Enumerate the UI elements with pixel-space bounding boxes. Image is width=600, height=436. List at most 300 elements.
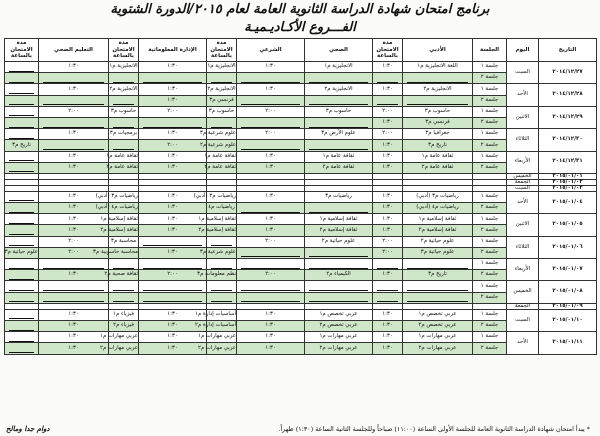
dash-line xyxy=(9,318,34,319)
cell-subject: رياضيات م٣ (أدبي) xyxy=(207,191,237,202)
cell-empty-dash xyxy=(305,292,373,303)
dash-line xyxy=(241,104,300,105)
cell-empty-dash xyxy=(207,281,237,292)
cell-duration: ١:٣٠ xyxy=(237,343,305,354)
cell-empty-dash xyxy=(5,320,39,331)
table-row xyxy=(5,191,597,202)
cell-subject: علوم حياتية م٣ xyxy=(5,247,39,258)
dash-line xyxy=(407,290,468,291)
schedule-table xyxy=(4,38,597,355)
dash-line xyxy=(9,330,34,331)
cell-subject: رياضيات م٤ (أدبي) xyxy=(109,203,139,214)
dash-line xyxy=(9,279,34,280)
cell-empty-dash xyxy=(373,292,403,303)
dash-line xyxy=(407,301,468,302)
dash-line xyxy=(377,290,398,291)
cell-duration: ١:٣٠ xyxy=(139,225,207,236)
header-date: التاريخ xyxy=(539,39,597,62)
cell-empty-dash xyxy=(109,95,139,106)
cell-empty-dash xyxy=(5,292,39,303)
cell-duration: ١:٣٠ xyxy=(139,247,207,258)
dash-line xyxy=(377,301,398,302)
row-date: ٢٠١٥/٠١/٠١ xyxy=(539,173,597,179)
cell-empty-dash xyxy=(237,117,305,128)
row-session: جلسة ١ xyxy=(473,84,507,95)
cell-empty-dash xyxy=(373,95,403,106)
dash-line xyxy=(241,212,300,213)
cell-duration: ١:٣٠ xyxy=(39,203,109,214)
dash-line xyxy=(211,127,232,128)
row-date: ٢٠١٥/٠١/١٠ xyxy=(539,309,597,331)
cell-empty-dash xyxy=(237,203,305,214)
row-session: جلسة ١ xyxy=(473,62,507,73)
row-date: ٢٠١٥/٠١/٠٧ xyxy=(539,259,597,281)
cell-duration: ١:٣٠ xyxy=(139,214,207,225)
dash-line xyxy=(9,290,34,291)
cell-subject: ثقافة إسلامية م٢ xyxy=(403,225,473,236)
schedule-body xyxy=(5,62,597,355)
cell-duration: ١:٣٠ xyxy=(39,320,109,331)
cell-empty-dash xyxy=(237,292,305,303)
row-session: جلسة ١ xyxy=(473,106,507,117)
cell-subject: عربي مهارات م١ xyxy=(305,332,373,343)
header-session: الجلسة xyxy=(473,39,507,62)
cell-empty-dash xyxy=(5,151,39,162)
dash-line xyxy=(113,127,134,128)
cell-subject: ثقافة عامة م٢ xyxy=(403,162,473,173)
dash-line xyxy=(143,245,202,246)
dash-line xyxy=(9,212,34,213)
cell-empty-dash xyxy=(139,117,207,128)
cell-empty-dash xyxy=(5,84,39,95)
cell-subject: علوم شرعية م٣ xyxy=(207,247,237,258)
table-row xyxy=(5,214,597,225)
dash-line xyxy=(143,127,202,128)
dash-line xyxy=(377,268,398,269)
table-row xyxy=(5,106,597,117)
dash-line xyxy=(309,127,368,128)
cell-duration: ١:٣٠ xyxy=(39,129,109,140)
cell-subject: الانجليزية م١ xyxy=(207,62,237,73)
cell-duration: ١:٣٠ xyxy=(139,162,207,173)
cell-subject: ثقافة عامة م١ xyxy=(403,151,473,162)
cell-empty-dash xyxy=(305,281,373,292)
row-day: الأحد xyxy=(507,191,539,213)
cell-subject: رياضيات م٣ (أدبي) xyxy=(403,191,473,202)
cell-empty-dash xyxy=(373,73,403,84)
dash-line xyxy=(9,71,34,72)
cell-empty-dash xyxy=(5,95,39,106)
dash-line xyxy=(43,268,104,269)
dash-line xyxy=(309,104,368,105)
dash-line xyxy=(113,149,134,150)
cell-empty-dash xyxy=(207,236,237,247)
cell-duration: ١:٣٠ xyxy=(237,84,305,95)
cell-empty-dash xyxy=(403,95,473,106)
dash-line xyxy=(9,352,34,353)
dash-line xyxy=(143,301,202,302)
cell-empty-dash xyxy=(5,343,39,354)
table-row xyxy=(5,281,597,292)
cell-subject: الانجليزية م٢ xyxy=(109,84,139,95)
cell-duration: ١:٣٠ xyxy=(237,151,305,162)
dash-line xyxy=(143,290,202,291)
table-row xyxy=(5,236,597,247)
cell-empty-dash xyxy=(139,73,207,84)
row-day: الاثنين xyxy=(507,214,539,236)
cell-duration: ١:٣٠ xyxy=(139,309,207,320)
cell-duration: ١:٣٠ xyxy=(139,343,207,354)
cell-empty-dash xyxy=(403,292,473,303)
cell-empty-dash xyxy=(39,140,109,151)
dash-line xyxy=(9,268,34,269)
cell-duration: ١:٣٠ xyxy=(373,203,403,214)
table-row xyxy=(5,84,597,95)
header-duration: مدة الامتحان بالساعة xyxy=(5,39,39,62)
cell-empty-dash xyxy=(403,259,473,270)
cell-duration: ١:٣٠ xyxy=(39,343,109,354)
cell-empty-dash xyxy=(109,292,139,303)
dash-line xyxy=(113,301,134,302)
cell-subject: عربي تخصص م١ xyxy=(403,309,473,320)
cell-duration: ١:٣٠ xyxy=(39,62,109,73)
dash-line xyxy=(309,301,368,302)
cell-duration: ٢:٠٠ xyxy=(373,129,403,140)
dash-line xyxy=(9,223,34,224)
row-session: جلسة ٢ xyxy=(473,162,507,173)
cell-duration: ١:٣٠ xyxy=(373,320,403,331)
cell-duration: ٢:٠٠ xyxy=(139,106,207,117)
cell-empty-dash xyxy=(5,73,39,84)
row-session: جلسة ٢ xyxy=(473,117,507,128)
row-day: الجمعة xyxy=(507,179,539,185)
dash-line xyxy=(241,127,300,128)
row-date: ٢٠١٥/٠١/٠٥ xyxy=(539,214,597,236)
row-day: الأربعاء xyxy=(507,151,539,173)
row-date: ٢٠١٥/٠١/٠٤ xyxy=(539,191,597,213)
row-session: جلسة ٢ xyxy=(473,140,507,151)
dash-line xyxy=(407,104,468,105)
cell-duration: ٢:٠٠ xyxy=(373,106,403,117)
dash-line xyxy=(241,290,300,291)
dash-line xyxy=(309,82,368,83)
cell-empty-dash xyxy=(5,191,39,202)
dash-line xyxy=(407,82,468,83)
dash-line xyxy=(9,82,34,83)
header-health: الصحي xyxy=(305,39,373,62)
dash-line xyxy=(9,127,34,128)
table-row xyxy=(5,129,597,140)
cell-subject: ثقافة عامة م١ xyxy=(207,151,237,162)
cell-duration: ٢:٠٠ xyxy=(373,236,403,247)
dash-line xyxy=(211,301,232,302)
cell-subject: عربي مهارات م٢ xyxy=(305,343,373,354)
header-legal: الشرعي xyxy=(237,39,305,62)
row-date: ٢٠١٥/٠١/٠٨ xyxy=(539,281,597,303)
cell-duration: ١:٣٠ xyxy=(139,129,207,140)
cell-subject: عربي مهارات م٢ xyxy=(403,343,473,354)
dash-line xyxy=(9,234,34,235)
dash-line xyxy=(377,104,398,105)
dash-line xyxy=(9,245,34,246)
cell-empty-dash xyxy=(5,309,39,320)
cell-empty-dash xyxy=(5,62,39,73)
dash-line xyxy=(113,82,134,83)
cell-empty-dash xyxy=(5,106,39,117)
footer-note: * يبدأ امتحان شهادة الدراسة الثانوية العامة للجلسة الأولى الساعة (١١:٠٠) صباحاً وللجلسة الثانية الساعة (١:٣٠) ظهراً. xyxy=(278,425,590,433)
cell-subject: اللغة الانجليزية م١ xyxy=(403,62,473,73)
row-date: ٢٠١٤/١٢/٣٠ xyxy=(539,129,597,151)
dash-line xyxy=(9,171,34,172)
cell-duration: ١:٣٠ xyxy=(39,332,109,343)
cell-duration: ١:٣٠ xyxy=(373,140,403,151)
cell-duration: ١:٣٠ xyxy=(39,84,109,95)
dash-line xyxy=(9,200,34,201)
dash-line xyxy=(241,82,300,83)
row-session: جلسة ٢ xyxy=(473,95,507,106)
dash-line xyxy=(309,212,368,213)
dash-line xyxy=(211,268,232,269)
row-date: ٢٠١٤/١٢/٢٧ xyxy=(539,62,597,84)
cell-duration: ١:٣٠ xyxy=(373,117,403,128)
cell-subject: فيزياء م١ xyxy=(109,309,139,320)
cell-duration: ١:٣٠ xyxy=(39,270,109,281)
header-literary: الأدبي xyxy=(403,39,473,62)
cell-duration: ١:٣٠ xyxy=(139,191,207,202)
table-row xyxy=(5,332,597,343)
row-session: جلسة ٢ xyxy=(473,73,507,84)
cell-empty-dash xyxy=(109,140,139,151)
dash-line xyxy=(43,149,104,150)
row-session: جلسة ١ xyxy=(473,309,507,320)
dash-line xyxy=(241,149,300,150)
header-duration: مدة الامتحان بالساعة xyxy=(373,39,403,62)
cell-duration: ١:٣٠ xyxy=(373,343,403,354)
cell-subject: حاسوب م٣ xyxy=(207,106,237,117)
cell-subject: حاسوب م٣ xyxy=(109,106,139,117)
dash-line xyxy=(9,138,34,139)
cell-subject: رياضيات م٣ xyxy=(305,191,373,202)
cell-subject: ثقافة عامة م٢ xyxy=(109,162,139,173)
cell-duration: ١:٣٠ xyxy=(237,214,305,225)
cell-subject: عربي مهارات م٢ xyxy=(109,343,139,354)
row-session: جلسة ١ xyxy=(473,151,507,162)
cell-empty-dash xyxy=(109,117,139,128)
row-session: جلسة ١ xyxy=(473,332,507,343)
dash-line xyxy=(43,290,104,291)
cell-subject: علوم حياتية م٢ xyxy=(305,236,373,247)
cell-subject: جغرافيا م٣ xyxy=(403,129,473,140)
cell-duration: ٢:٠٠ xyxy=(237,236,305,247)
cell-subject: ثقافة صحية م٢ xyxy=(109,270,139,281)
cell-subject: برمجيات م٣ xyxy=(109,129,139,140)
cell-duration: ١:٣٠ xyxy=(237,320,305,331)
cell-duration: ١:٣٠ xyxy=(373,225,403,236)
header-it: الإدارة المعلوماتية xyxy=(139,39,207,62)
cell-empty-dash xyxy=(5,332,39,343)
row-day: الخميس xyxy=(507,281,539,303)
cell-empty-dash xyxy=(207,292,237,303)
row-session: جلسة ٢ xyxy=(473,225,507,236)
cell-subject: عربي تخصص م٢ xyxy=(305,320,373,331)
cell-duration: ١:٣٠ xyxy=(237,332,305,343)
dash-line xyxy=(309,290,368,291)
cell-subject: ثقافة عامة م١ xyxy=(305,151,373,162)
cell-empty-dash xyxy=(39,292,109,303)
cell-subject: ثقافة عامة م٢ xyxy=(305,162,373,173)
cell-empty-dash xyxy=(109,259,139,270)
dash-line xyxy=(113,290,134,291)
cell-duration: ١:٣٠ xyxy=(39,151,109,162)
row-day: الأحد xyxy=(507,84,539,106)
row-session: جلسة ٢ xyxy=(473,270,507,281)
cell-empty-dash xyxy=(237,140,305,151)
cell-duration: ١:٣٠ xyxy=(139,203,207,214)
cell-subject: ثقافة إسلامية م١ xyxy=(403,214,473,225)
row-session: جلسة ١ xyxy=(473,214,507,225)
row-date: ٢٠١٥/٠١/٠٩ xyxy=(539,303,597,309)
cell-duration: ١:٣٠ xyxy=(373,62,403,73)
header-row xyxy=(5,39,597,62)
cell-subject: عربي مهارات م١ xyxy=(207,332,237,343)
cell-empty-dash xyxy=(5,270,39,281)
cell-subject: تاريخ م٣ xyxy=(403,270,473,281)
row-session: جلسة ١ xyxy=(473,191,507,202)
cell-empty-dash xyxy=(237,73,305,84)
cell-empty-dash xyxy=(207,117,237,128)
dash-line xyxy=(143,268,202,269)
cell-empty-dash xyxy=(237,281,305,292)
cell-empty-dash xyxy=(139,292,207,303)
row-day: الجمعة xyxy=(507,303,539,309)
cell-duration: ١:٣٠ xyxy=(139,62,207,73)
cell-duration: ١:٣٠ xyxy=(237,62,305,73)
dash-line xyxy=(241,301,300,302)
cell-empty-dash xyxy=(5,214,39,225)
row-session: جلسة ٢ xyxy=(473,320,507,331)
header-day: اليوم xyxy=(507,39,539,62)
row-date: ٢٠١٥/٠١/٠٢ xyxy=(539,179,597,185)
dash-line xyxy=(309,256,368,257)
cell-empty-dash xyxy=(207,73,237,84)
cell-empty-dash xyxy=(5,162,39,173)
cell-subject: فرنسي م٣ xyxy=(207,95,237,106)
cell-subject: رياضيات م٤ (أدبي) xyxy=(403,203,473,214)
cell-empty-dash xyxy=(373,281,403,292)
row-session: جلسة ١ xyxy=(473,259,507,270)
cell-empty-dash xyxy=(139,259,207,270)
row-session: جلسة ١ xyxy=(473,236,507,247)
cell-subject: فيزياء م٢ xyxy=(109,320,139,331)
cell-subject: عربي تخصص م١ xyxy=(305,309,373,320)
cell-subject: علوم شرعية م٣ xyxy=(207,129,237,140)
cell-duration: ١:٣٠ xyxy=(373,332,403,343)
dash-line xyxy=(211,245,232,246)
dash-line xyxy=(9,93,34,94)
cell-empty-dash xyxy=(237,247,305,258)
cell-duration: ١:٣٠ xyxy=(139,151,207,162)
cell-duration: ٢:٠٠ xyxy=(39,106,109,117)
cell-empty-dash xyxy=(5,259,39,270)
row-date: ٢٠١٤/١٢/٣١ xyxy=(539,151,597,173)
page-title: برنامج امتحان شهادة الدراسة الثانوية العامة لعام ٢٠١٥/الدورة الشتوية xyxy=(110,2,490,17)
cell-subject: ثقافة إسلامية م١ xyxy=(109,214,139,225)
row-date: ٢٠١٥/٠١/٠٣ xyxy=(539,185,597,191)
cell-subject: الانجليزية م٢ xyxy=(305,84,373,95)
header-duration: مدة الامتحان بالساعة xyxy=(109,39,139,62)
cell-subject: تاريخ م٣ xyxy=(403,140,473,151)
cell-subject: ثقافة إسلامية م١ xyxy=(207,214,237,225)
cell-duration: ١:٣٠ xyxy=(373,162,403,173)
cell-empty-dash xyxy=(373,259,403,270)
cell-duration: ١:٣٠ xyxy=(373,214,403,225)
dash-line xyxy=(211,290,232,291)
cell-empty-dash xyxy=(5,203,39,214)
dash-line xyxy=(43,104,104,105)
cell-empty-dash xyxy=(305,73,373,84)
cell-subject: عربي مهارات م١ xyxy=(403,332,473,343)
cell-duration: ١:٣٠ xyxy=(39,225,109,236)
cell-empty-dash xyxy=(305,203,373,214)
cell-subject: علوم الأرض م٣ xyxy=(305,129,373,140)
row-date: ٢٠١٥/٠١/١١ xyxy=(539,332,597,354)
cell-empty-dash xyxy=(5,281,39,292)
cell-subject: أساسيات إدارة م١ xyxy=(207,309,237,320)
cell-subject: حاسوب م٣ xyxy=(403,106,473,117)
cell-empty-dash xyxy=(39,117,109,128)
dash-line xyxy=(143,82,202,83)
cell-subject: ثقافة إسلامية م٢ xyxy=(207,225,237,236)
row-date: ٢٠١٤/١٢/٢٩ xyxy=(539,106,597,128)
cell-duration: ٢:٠٠ xyxy=(237,106,305,117)
cell-subject: حاسوب م٣ xyxy=(305,106,373,117)
cell-subject: ثقافة إسلامية م١ xyxy=(305,214,373,225)
cell-empty-dash xyxy=(39,259,109,270)
cell-subject: الانجليزية م١ xyxy=(109,62,139,73)
cell-duration: ١:٣٠ xyxy=(39,214,109,225)
row-day: السبت xyxy=(507,309,539,331)
table-row xyxy=(5,151,597,162)
cell-subject: ثقافة عامة م٢ xyxy=(207,162,237,173)
cell-empty-dash xyxy=(403,281,473,292)
dash-line xyxy=(9,115,34,116)
cell-subject: علوم حياتية م٣ xyxy=(403,247,473,258)
cell-duration: ١:٣٠ xyxy=(139,320,207,331)
row-day: الخميس xyxy=(507,173,539,179)
cell-subject: أساسيات إدارة م٢ xyxy=(207,320,237,331)
cell-subject: ثقافة إسلامية م٢ xyxy=(305,225,373,236)
cell-duration: ١:٣٠ xyxy=(39,309,109,320)
cell-subject: رياضيات م٤ xyxy=(207,203,237,214)
dash-line xyxy=(43,127,104,128)
cell-empty-dash xyxy=(109,281,139,292)
cell-duration: ١:٣٠ xyxy=(139,84,207,95)
row-day: الأربعاء xyxy=(507,259,539,281)
row-date: ٢٠١٤/١٢/٢٨ xyxy=(539,84,597,106)
cell-duration: ١:٣٠ xyxy=(237,191,305,202)
dash-line xyxy=(309,149,368,150)
row-day: السبت xyxy=(507,62,539,84)
cell-subject: نظم معلومات م٣ xyxy=(207,270,237,281)
row-day: الثلاثاء xyxy=(507,236,539,258)
dash-line xyxy=(43,301,104,302)
dash-line xyxy=(9,104,34,105)
dash-line xyxy=(113,268,134,269)
cell-subject: علوم شرعية م٢ xyxy=(207,140,237,151)
dash-line xyxy=(377,82,398,83)
cell-duration: ١:٣٠ xyxy=(139,95,207,106)
dash-line xyxy=(9,341,34,342)
